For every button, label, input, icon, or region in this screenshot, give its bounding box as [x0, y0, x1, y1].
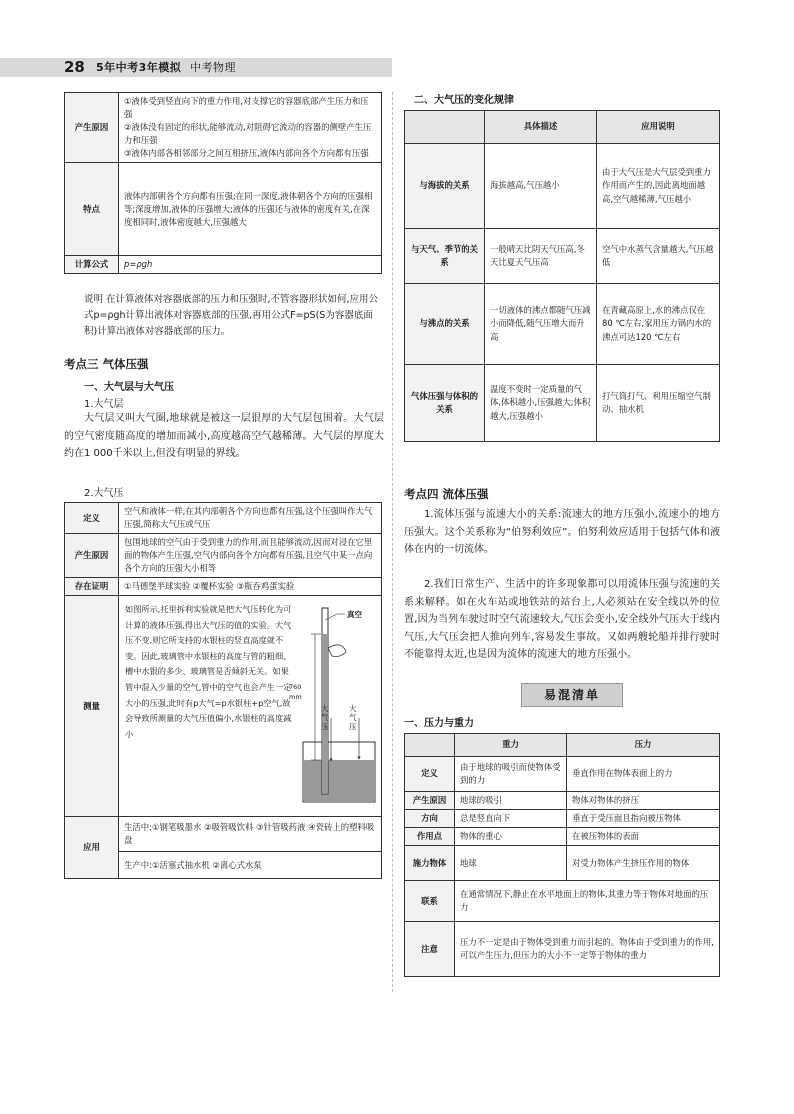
- pressure-variation-table: [404, 110, 720, 442]
- row-label: 作用点: [405, 828, 455, 846]
- row-label: 与海拔的关系: [405, 144, 485, 229]
- column-divider: [392, 92, 394, 992]
- row-label: 联系: [405, 881, 455, 922]
- row-app: 在青藏高原上,水的沸点仅在80 ℃左右,家用压力锅内水的沸点可达120 ℃左右: [597, 284, 720, 365]
- table-row: [65, 578, 382, 596]
- row-app: 由于大气压是大气层受到重力作用而产生的,因此离地面越高,空气越稀薄,气压越小: [597, 144, 720, 229]
- column-header: 具体描述: [485, 111, 597, 144]
- gravity-cell: 地球: [455, 846, 567, 881]
- row-desc: 一般晴天比阴天气压高,冬天比夏天气压高: [485, 229, 597, 284]
- row-content: 空气和液体一样,在其内部朝各个方向也都有压强,这个压强叫作大气压强,简称大气压或气压: [119, 503, 382, 534]
- table-row: [65, 163, 382, 256]
- table-row: [65, 817, 382, 852]
- section-title: 考点四 流体压强: [404, 487, 489, 501]
- outer-pressure-label: 大气压: [349, 704, 357, 732]
- table-row: [65, 534, 382, 578]
- height-label: 760 mm: [289, 683, 302, 702]
- table-row: [405, 792, 720, 810]
- column-header: [405, 734, 455, 757]
- table-row: [65, 503, 382, 534]
- row-label: 特点: [65, 163, 119, 256]
- pressure-cell: 物体对物体的挤压: [567, 792, 720, 810]
- gravity-cell: 地球的吸引: [455, 792, 567, 810]
- row-content: 生活中:①钢笔吸墨水 ②吸管吸饮料 ③针管吸药液 ④瓷砖上的塑料吸盘: [119, 817, 382, 852]
- table-header-row: [405, 734, 720, 757]
- table-row: [405, 365, 720, 442]
- row-content: 液体内部朝各个方向都有压强;在同一深度,液体朝各个方向的压强相等;深度增加,液体的压强增大;液体的压强还与液体的密度有关,在深度相同时,液体密度越大,压强越大: [119, 163, 382, 256]
- row-label: 定义: [65, 503, 119, 534]
- cause-line-1: ①液体受到竖直向下的重力作用,对支撑它的容器底部产生压力和压强: [124, 96, 369, 120]
- item-title: 2.大气压: [84, 488, 124, 499]
- table-row: [405, 828, 720, 846]
- cause-line-3: ③液体内部各相邻部分之间互相挤压,液体内部向各个方向都有压强: [124, 148, 369, 159]
- row-content: ①马德堡半球实验 ②覆杯实验 ③瓶吞鸡蛋实验: [119, 578, 382, 596]
- subsection-title: 二、大气压的变化规律: [414, 95, 514, 106]
- table-row: [405, 881, 720, 922]
- table-row: [405, 284, 720, 365]
- row-label: 注意: [405, 922, 455, 977]
- item-title: 1.大气层: [84, 399, 124, 410]
- row-label: 产生原因: [65, 534, 119, 578]
- column-header: [405, 111, 485, 144]
- table-row: [405, 229, 720, 284]
- book-title: 5年中考3年模拟 中考物理: [96, 61, 236, 74]
- row-label: 产生原因: [405, 792, 455, 810]
- row-label: 方向: [405, 810, 455, 828]
- merged-cell: 在通常情况下,静止在水平地面上的物体,其重力等于物体对地面的压力: [455, 881, 720, 922]
- row-content: [119, 93, 382, 163]
- pressure-cell: 在被压物体的表面: [567, 828, 720, 846]
- subsection-title: 一、大气层与大气压: [84, 382, 174, 393]
- vacuum-label: 真空: [347, 610, 362, 620]
- gravity-pressure-table: [404, 733, 720, 977]
- column-header: 重力: [455, 734, 567, 757]
- pressure-cell: 对受力物体产生挤压作用的物体: [567, 846, 720, 881]
- table-row: [405, 922, 720, 977]
- row-app: 打气筒打气、利用压缩空气制动、抽水机: [597, 365, 720, 442]
- formula: p=ρgh: [119, 256, 382, 274]
- row-label: 测量: [65, 596, 119, 817]
- row-label: 计算公式: [65, 256, 119, 274]
- row-label: 施力物体: [405, 846, 455, 881]
- merged-cell: 压力不一定是由于物体受到重力而引起的。物体由于受到重力的作用,可以产生压力,但压力的大小不一定等于物体的重力: [455, 922, 720, 977]
- row-content: [119, 596, 382, 817]
- section-title: 考点三 气体压强: [64, 357, 149, 371]
- row-label: 与沸点的关系: [405, 284, 485, 365]
- paragraph: 大气层又叫大气圈,地球就是被这一层很厚的大气层包围着。大气层的空气密度随高度的增加而减小,高度越高空气越稀薄。大气层的厚度大约在1 000千米以上,但没有明显的界线。: [64, 413, 384, 459]
- measure-text: 如图所示,托里拆利实验就是把大气压转化为可计算的液体压强,得出大气压的值的实验。大气压不变,则它所支持的水银柱的竖直高度就不变。因此,玻璃管中水银柱的高度与管的粗细、槽中水银的多少、玻璃管是否倾斜无关。如果管中混入少量的空气,管中的空气也会产生一定大小的压强,此时有p大气=p水银柱+p空气,故会导致所测量的大气压值偏小,水银柱的高度减小: [125, 604, 292, 739]
- subsection-title: 一、压力与重力: [404, 718, 474, 729]
- table-row: [65, 596, 382, 817]
- pressure-cell: 垂直作用在物体表面上的力: [567, 757, 720, 792]
- gravity-cell: 总是竖直向下: [455, 810, 567, 828]
- row-content: 包围地球的空气由于受到重力的作用,而且能够流动,因而对浸在它里面的物体产生压强,空气内部向各个方向都有压强,且空气中某一点向各个方向的压强大小相等: [119, 534, 382, 578]
- atmospheric-pressure-table: [64, 502, 382, 879]
- paragraph: 1.流体压强与流速大小的关系:流速大的地方压强小,流速小的地方压强大。这个关系称为“伯努利效应”。伯努利效应适用于包括气体和液体在内的一切流体。: [404, 509, 720, 555]
- row-label: 气体压强与体积的关系: [405, 365, 485, 442]
- table-row: [405, 757, 720, 792]
- row-label: 产生原因: [65, 93, 119, 163]
- table-row: [405, 144, 720, 229]
- table-row: [65, 256, 382, 274]
- pressure-cell: 垂直于受压面且指向被压物体: [567, 810, 720, 828]
- note-text: 说明 在计算液体对容器底部的压力和压强时,不管容器形状如何,应用公式p=ρgh计算出液体对容器底部的压强,再用公式F=pS(S为容器底面积)计算出液体对容器底部的压力。: [84, 294, 379, 337]
- cause-line-2: ②液体没有固定的形状,能够流动,对阻碍它流动的容器的侧壁产生压力和压强: [124, 122, 372, 146]
- liquid-pressure-table: [64, 92, 382, 274]
- row-label: 应用: [65, 817, 119, 879]
- column-header: 应用说明: [597, 111, 720, 144]
- row-label: 定义: [405, 757, 455, 792]
- row-desc: 海拔越高,气压越小: [485, 144, 597, 229]
- row-label: 存在证明: [65, 578, 119, 596]
- gravity-cell: 由于地球的吸引而使物体受到的力: [455, 757, 567, 792]
- table-row: [405, 810, 720, 828]
- table-row: [405, 846, 720, 881]
- row-desc: 一切液体的沸点都随气压减小而降低,随气压增大而升高: [485, 284, 597, 365]
- confusion-banner: 易混清单: [521, 683, 623, 707]
- paragraph: 2.我们日常生产、生活中的许多现象都可以用流体压强与流速的关系来解释。如在火车站或地铁站的站台上,人必须站在安全线以外的位置,因为当列车驶过时空气流速较大,气压会变小,安全线外气压大于线内气压,大气压会把人推向列车,容易发生事故。又如两艘轮船并排行驶时不能靠得太近,也是因为流体的流速大的地方压强小。: [404, 579, 720, 660]
- table-header-row: [405, 111, 720, 144]
- column-header: 压力: [567, 734, 720, 757]
- gravity-cell: 物体的重心: [455, 828, 567, 846]
- page-number: 28: [64, 58, 85, 76]
- table-row: [65, 93, 382, 163]
- row-desc: 温度不变时一定质量的气体,体积越小,压强越大;体积越大,压强越小: [485, 365, 597, 442]
- torricelli-diagram: [295, 600, 381, 816]
- row-content: 生产中:①活塞式抽水机 ②离心式水泵: [119, 852, 382, 879]
- inner-pressure-label: 大气压: [321, 704, 329, 732]
- row-label: 与天气、季节的关系: [405, 229, 485, 284]
- row-app: 空气中水蒸气含量越大,气压越低: [597, 229, 720, 284]
